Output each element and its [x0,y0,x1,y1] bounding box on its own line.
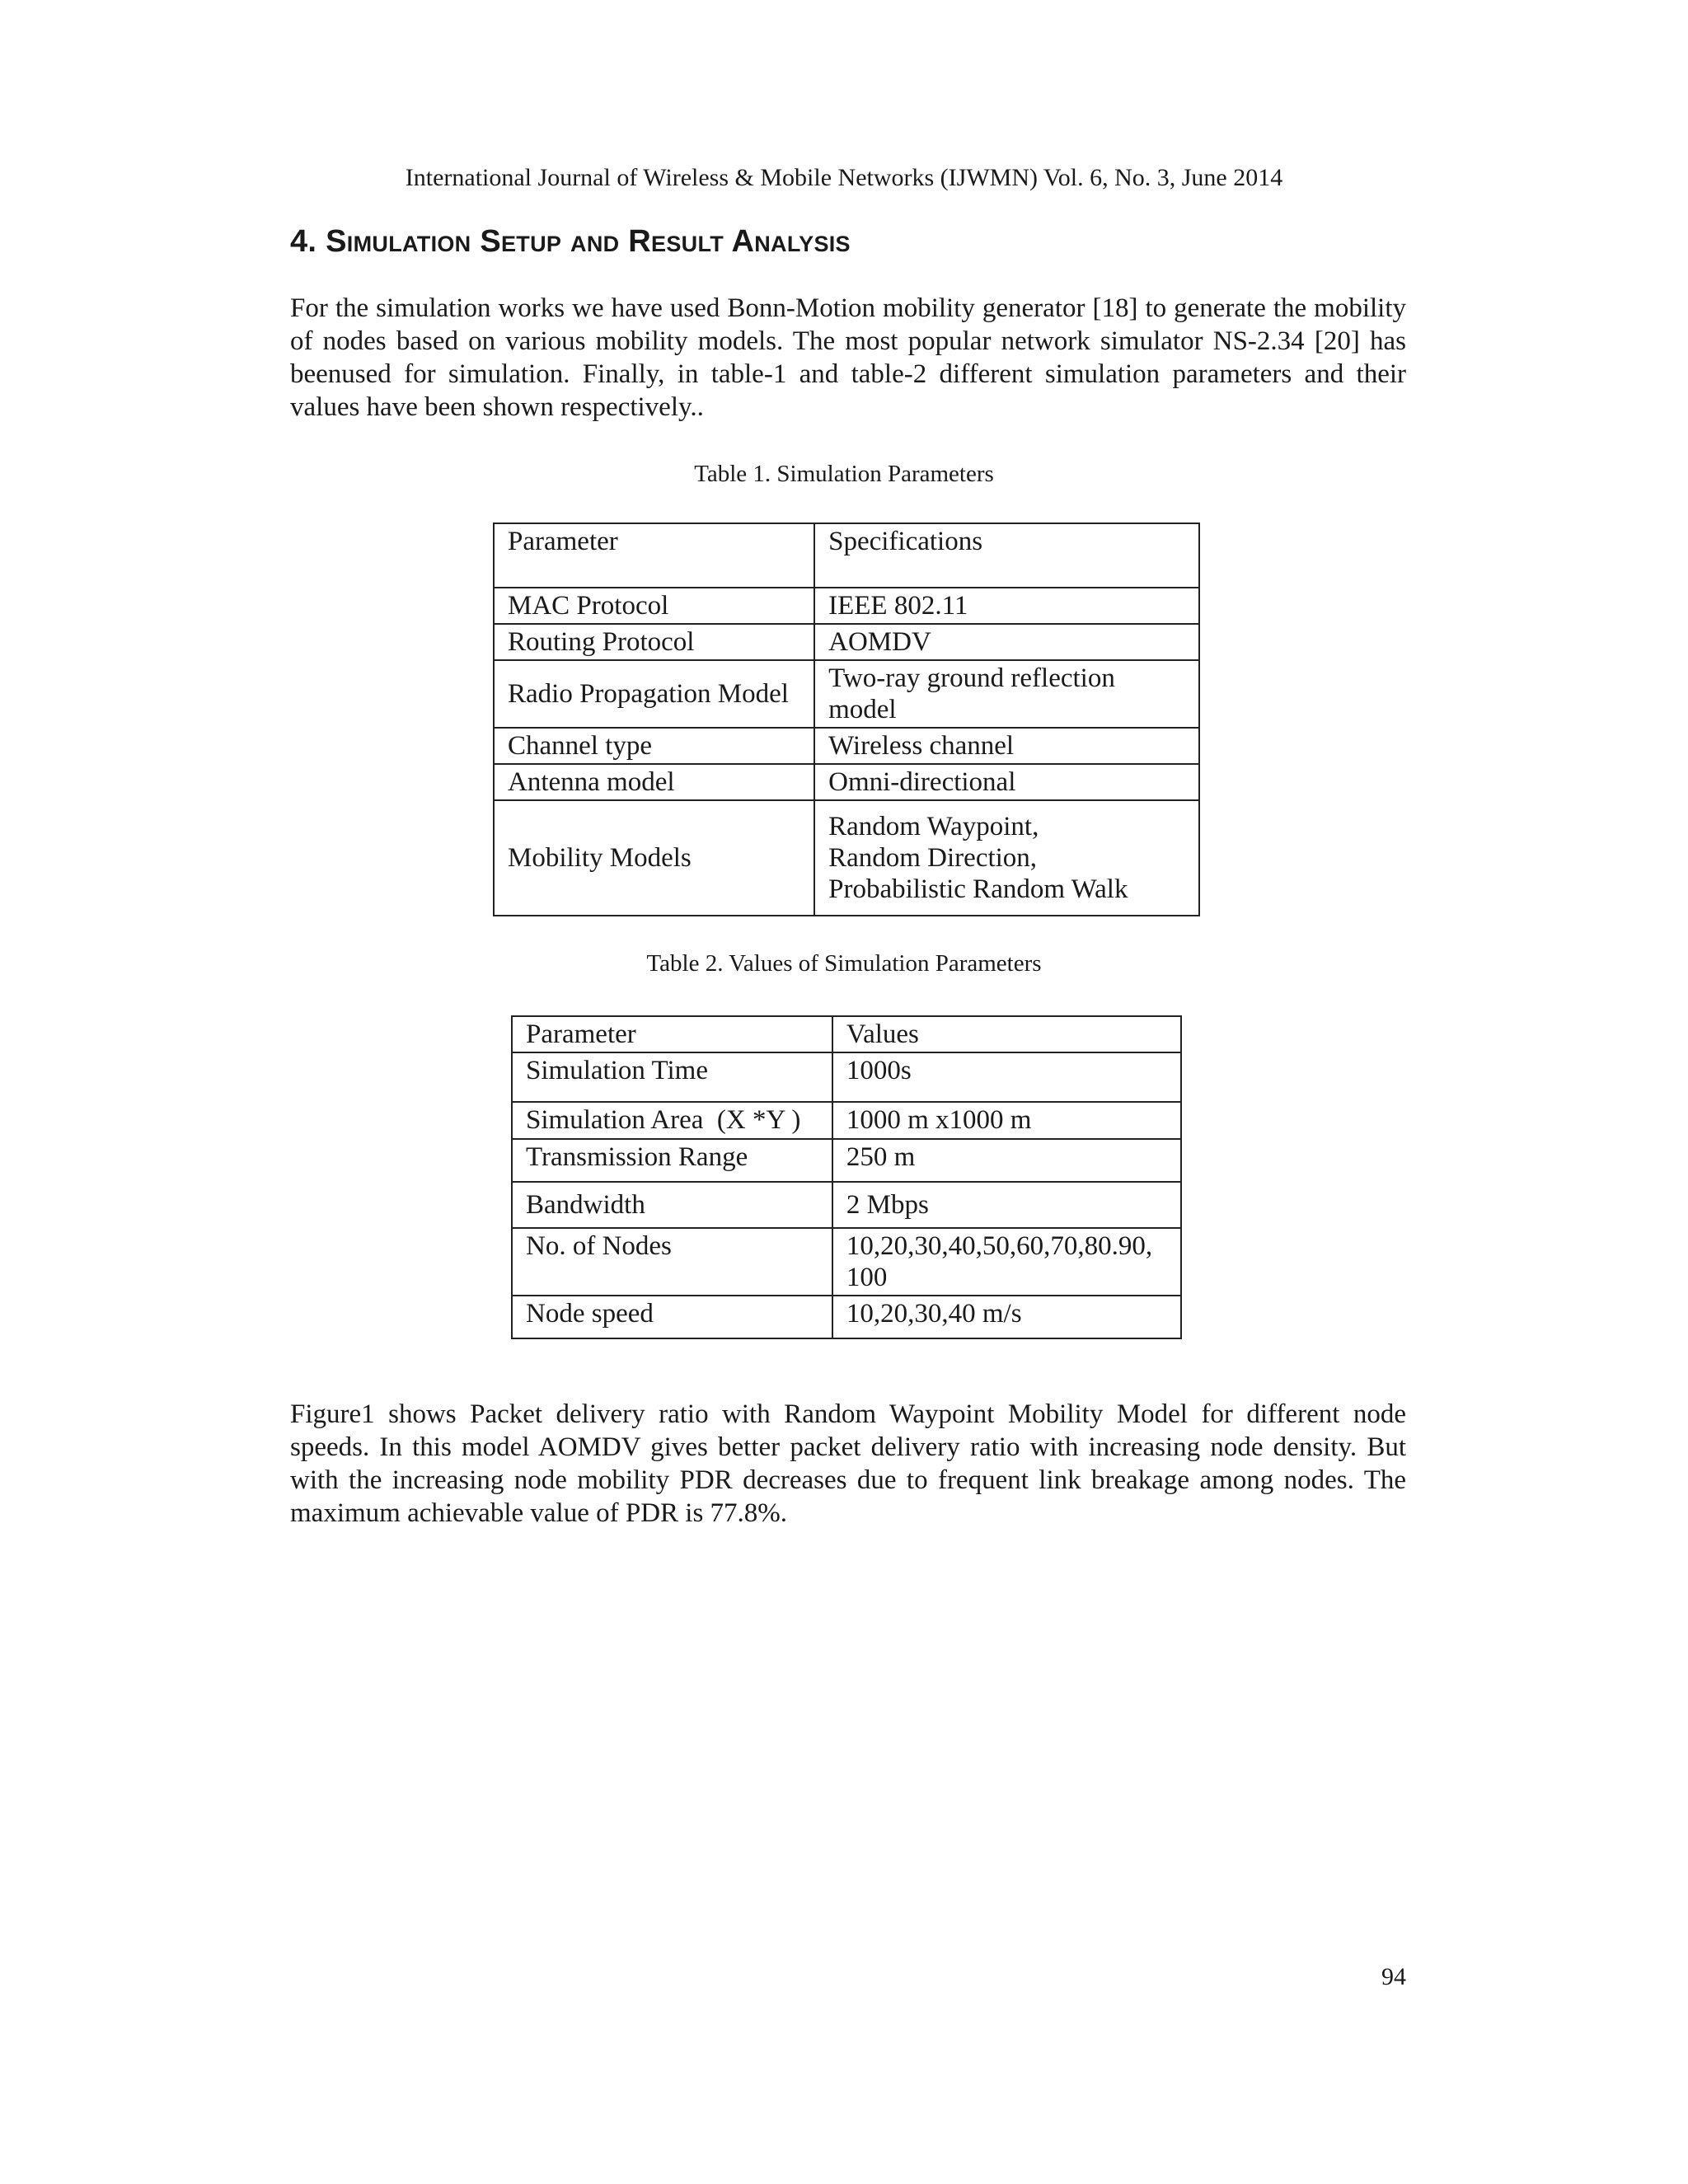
table-row [494,660,1199,728]
table-header-cell: Parameter [494,523,814,588]
table-cell: 250 m [832,1139,1181,1182]
table-cell: 2 Mbps [832,1182,1181,1228]
table-cell: 1000s [832,1052,1181,1102]
table-cell: AOMDV [814,624,1199,660]
table-cell: 10,20,30,40,50,60,70,80.90, 100 [832,1228,1181,1296]
table-simulation-values [511,1015,1182,1339]
table-header-row [494,523,1199,588]
table-cell: Transmission Range [512,1139,832,1182]
table-cell: Node speed [512,1296,832,1338]
table-cell: MAC Protocol [494,588,814,624]
table-cell: Bandwidth [512,1182,832,1228]
table-cell: No. of Nodes [512,1228,832,1296]
table-cell: Wireless channel [814,728,1199,764]
table-row [512,1228,1181,1296]
section-title: Simulation Setup and Result Analysis [326,224,851,259]
table-row [512,1182,1181,1228]
table-header-cell: Specifications [814,523,1199,588]
table-1-caption: Table 1. Simulation Parameters [694,461,994,487]
body-paragraph-figure1: Figure1 shows Packet delivery ratio with Random Waypoint Mobility Model for different node speeds. In this model AOMDV gives better packet delivery ratio with increasing node density. But with the increasing node mobility PDR decreases due to frequent link breakage among nodes. The maximum achievable value of PDR is 77.8%. [290,1399,1406,1528]
table-cell: Channel type [494,728,814,764]
table-row [494,588,1199,624]
page-number: 94 [1381,1963,1406,1990]
table-row [512,1139,1181,1182]
table-row [494,728,1199,764]
table-cell: Routing Protocol [494,624,814,660]
table-cell: Two-ray ground reflection model [814,660,1199,728]
section-number: 4. [290,224,317,259]
table-cell: 1000 m x1000 m [832,1102,1181,1139]
table-cell: Simulation Area (X *Y ) [512,1102,832,1139]
table-2-caption: Table 2. Values of Simulation Parameters [646,950,1042,977]
table-simulation-parameters [493,523,1200,916]
section-heading [290,221,851,262]
table-row [494,764,1199,800]
table-cell: Random Waypoint, Random Direction, Probabilistic Random Walk [814,800,1199,916]
body-paragraph-intro: For the simulation works we have used Bonn-Motion mobility generator [18] to generate the mobility of nodes based on various mobility models. The most popular network simulator NS-2.34 [20] has beenused for simulation. Finally, in table-1 and table-2 different simulation parameters and their values have been shown respectively.. [290,293,1406,422]
table-header-cell: Values [832,1016,1181,1052]
running-header: International Journal of Wireless & Mobile Networks (IJWMN) Vol. 6, No. 3, June 2014 [405,164,1283,191]
table-header-cell: Parameter [512,1016,832,1052]
table-row [494,624,1199,660]
table-row [512,1296,1181,1338]
table-cell: Mobility Models [494,800,814,916]
table-cell: Antenna model [494,764,814,800]
table-cell: Omni-directional [814,764,1199,800]
table-cell: IEEE 802.11 [814,588,1199,624]
table-row [512,1052,1181,1102]
table-row [494,800,1199,916]
table-cell: Radio Propagation Model [494,660,814,728]
table-cell: 10,20,30,40 m/s [832,1296,1181,1338]
table-cell: Simulation Time [512,1052,832,1102]
table-row [512,1102,1181,1139]
table-header-row [512,1016,1181,1052]
